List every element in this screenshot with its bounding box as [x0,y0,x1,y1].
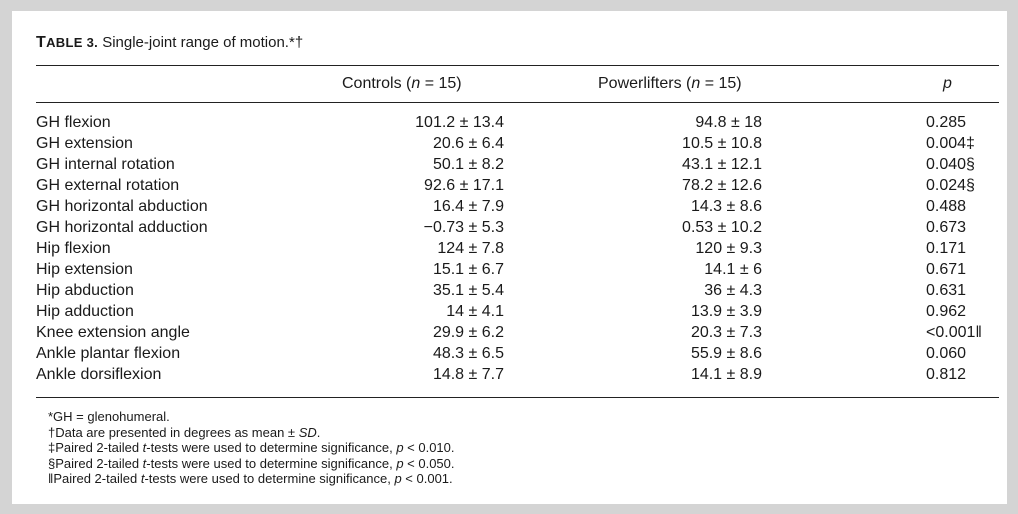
measure-cell: Hip abduction [36,282,134,299]
powerlifters-cell: 94.8 ± 18 [695,114,762,131]
controls-cell: 14.8 ± 7.7 [432,366,504,383]
bottom-rule [36,397,999,398]
measure-cell: GH horizontal abduction [36,198,208,215]
powerlifters-cell: 20.3 ± 7.3 [690,324,762,341]
table-label: TABLE 3. [36,34,99,51]
measure-cell: GH extension [36,135,133,152]
powerlifters-cell: 14.1 ± 8.9 [690,366,762,383]
p-value-cell: 0.040§ [926,156,975,173]
footnote: ‖Paired 2-tailed t-tests were used to determine significance, p < 0.001. [48,471,453,486]
measure-cell: Hip flexion [36,240,111,257]
header-controls: Controls (n = 15) [342,75,462,92]
top-rule [36,65,999,66]
p-value-cell: 0.488 [926,198,967,215]
measure-cell: GH flexion [36,114,111,131]
measure-cell: Hip extension [36,261,133,278]
header-powerlifters: Powerlifters (n = 15) [598,75,742,92]
powerlifters-cell: 14.1 ± 6 [704,261,762,278]
measure-cell: Ankle dorsiflexion [36,366,162,383]
powerlifters-cell: 78.2 ± 12.6 [682,177,762,194]
footnote: §Paired 2-tailed t-tests were used to determine significance, p < 0.050. [48,455,455,471]
p-value-cell: 0.812 [926,366,967,383]
measure-cell: GH horizontal adduction [36,219,208,236]
controls-cell: 29.9 ± 6.2 [432,324,504,341]
powerlifters-cell: 120 ± 9.3 [695,240,762,257]
p-value-cell: 0.060 [926,345,967,362]
controls-cell: 35.1 ± 5.4 [432,282,504,299]
measure-cell: Knee extension angle [36,324,190,341]
controls-cell: 48.3 ± 6.5 [432,345,504,362]
powerlifters-cell: 55.9 ± 8.6 [690,345,762,362]
p-value-cell: 0.024§ [926,177,975,194]
measure-cell: Ankle plantar flexion [36,345,181,362]
p-value-cell: <0.001‖ [926,324,982,341]
controls-cell: −0.73 ± 5.3 [423,219,504,236]
p-value-cell: 0.285 [926,114,967,131]
powerlifters-cell: 10.5 ± 10.8 [682,135,762,152]
p-value-cell: 0.171 [926,240,967,257]
measure-cell: GH external rotation [36,177,180,194]
footnote: ‡Paired 2-tailed t-tests were used to determine significance, p < 0.010. [48,440,455,455]
p-value-cell: 0.962 [926,303,967,320]
powerlifters-cell: 13.9 ± 3.9 [690,303,762,320]
table-panel [12,11,1007,504]
controls-cell: 101.2 ± 13.4 [415,114,504,131]
controls-cell: 50.1 ± 8.2 [432,156,504,173]
p-value-cell: 0.671 [926,261,967,278]
footnote: *GH = glenohumeral. [48,409,170,424]
controls-cell: 20.6 ± 6.4 [432,135,504,152]
powerlifters-cell: 43.1 ± 12.1 [682,156,762,173]
header-rule [36,102,999,103]
p-value-cell: 0.673 [926,219,967,236]
footnote: †Data are presented in degrees as mean ± SD. [48,424,321,440]
controls-cell: 15.1 ± 6.7 [432,261,504,278]
controls-cell: 16.4 ± 7.9 [432,198,504,215]
measure-cell: Hip adduction [36,303,134,320]
controls-cell: 124 ± 7.8 [437,240,504,257]
header-p: p [943,75,952,92]
measure-cell: GH internal rotation [36,156,175,173]
powerlifters-cell: 14.3 ± 8.6 [690,198,762,215]
table-caption [36,33,303,53]
p-value-cell: 0.631 [926,282,967,299]
p-value-cell: 0.004‡ [926,135,975,152]
table-title: Single-joint range of motion.*† [102,34,304,51]
controls-cell: 14 ± 4.1 [446,303,504,320]
powerlifters-cell: 0.53 ± 10.2 [682,219,762,236]
footnotes [48,409,455,487]
controls-cell: 92.6 ± 17.1 [424,177,504,194]
powerlifters-cell: 36 ± 4.3 [704,282,762,299]
